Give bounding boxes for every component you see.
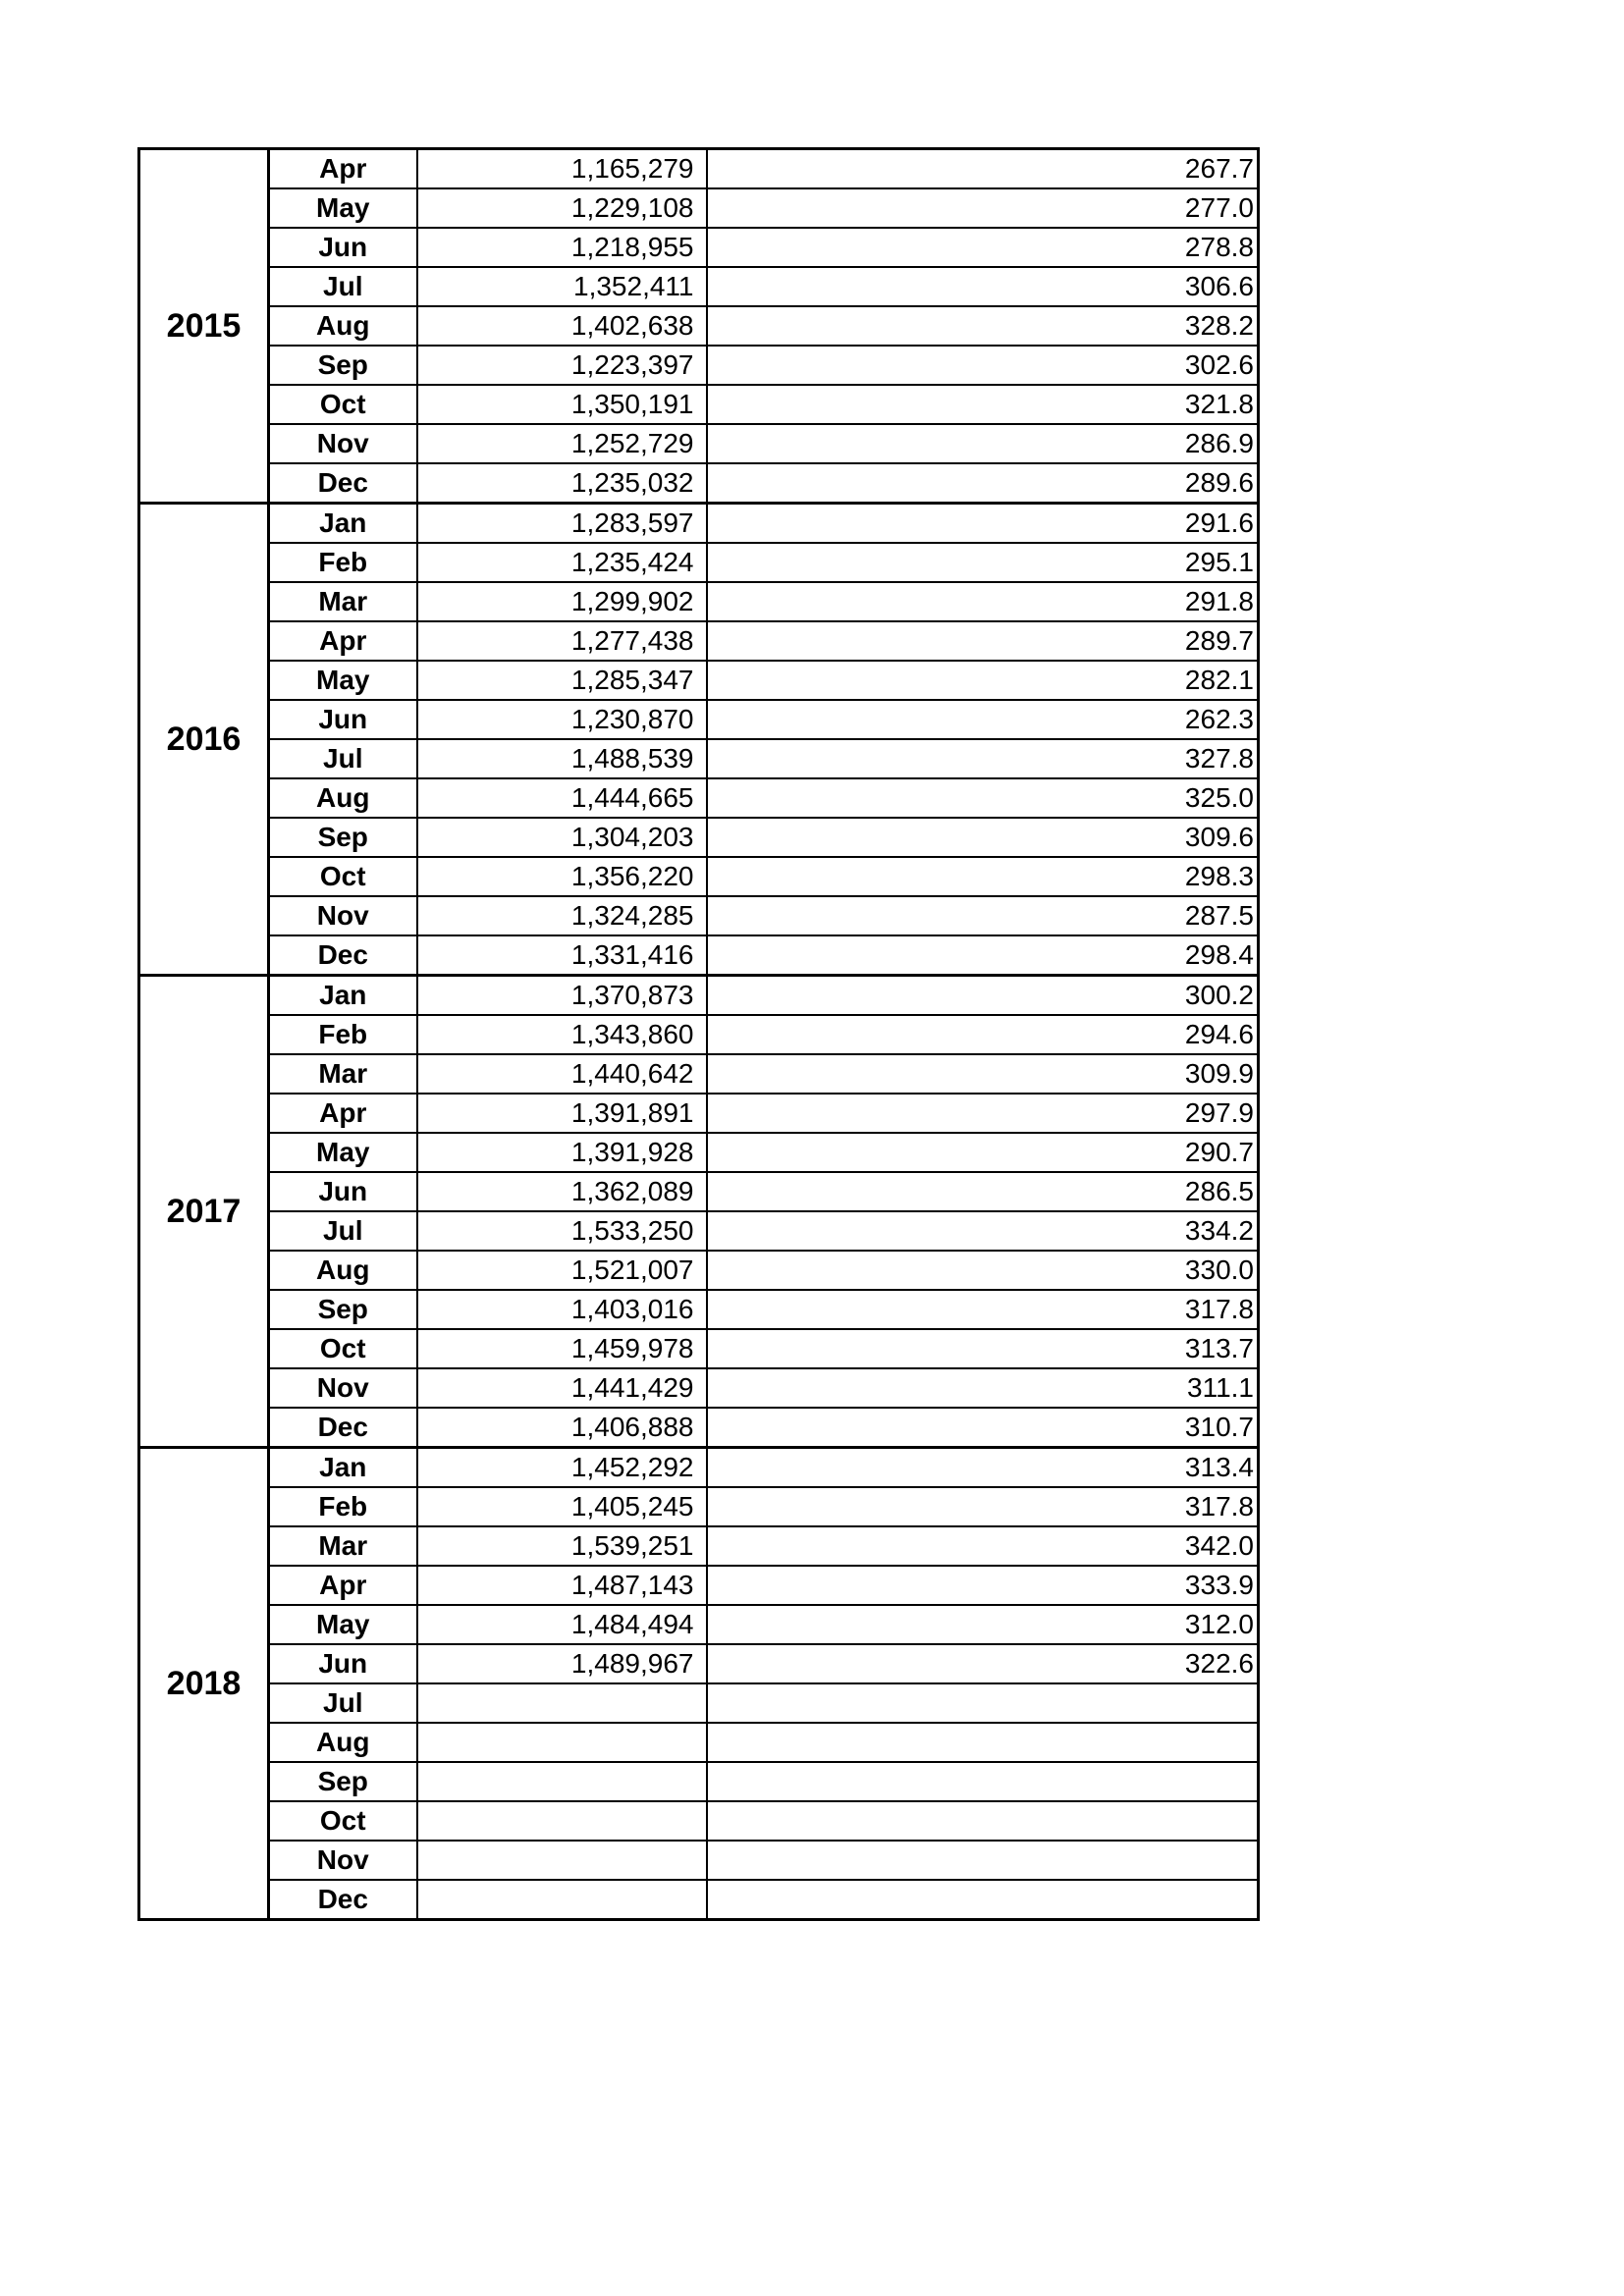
table-row xyxy=(139,1723,1259,1762)
rate-cell xyxy=(707,1762,1259,1801)
rate-cell: 306.6 xyxy=(707,267,1259,306)
count-cell: 1,223,397 xyxy=(417,346,707,385)
table-row xyxy=(139,1329,1259,1368)
month-cell: Jun xyxy=(269,1172,417,1211)
count-cell: 1,352,411 xyxy=(417,267,707,306)
rate-cell: 289.6 xyxy=(707,463,1259,504)
table-row xyxy=(139,621,1259,661)
month-cell: Jan xyxy=(269,1448,417,1488)
count-cell: 1,391,891 xyxy=(417,1094,707,1133)
month-cell: Nov xyxy=(269,896,417,935)
month-cell: Mar xyxy=(269,582,417,621)
month-cell: Sep xyxy=(269,1762,417,1801)
count-cell: 1,440,642 xyxy=(417,1054,707,1094)
month-cell: Feb xyxy=(269,1015,417,1054)
rate-cell: 330.0 xyxy=(707,1251,1259,1290)
count-cell: 1,488,539 xyxy=(417,739,707,778)
rate-cell: 278.8 xyxy=(707,228,1259,267)
table-row xyxy=(139,346,1259,385)
rate-cell: 282.1 xyxy=(707,661,1259,700)
rate-cell: 298.4 xyxy=(707,935,1259,976)
table-row xyxy=(139,1841,1259,1880)
rate-cell xyxy=(707,1841,1259,1880)
table-row xyxy=(139,1172,1259,1211)
rate-cell xyxy=(707,1880,1259,1920)
rate-cell xyxy=(707,1801,1259,1841)
table-row xyxy=(139,935,1259,976)
count-cell: 1,406,888 xyxy=(417,1408,707,1448)
count-cell: 1,403,016 xyxy=(417,1290,707,1329)
count-cell: 1,405,245 xyxy=(417,1487,707,1526)
month-cell: Jul xyxy=(269,1683,417,1723)
month-cell: Mar xyxy=(269,1526,417,1566)
rate-cell: 328.2 xyxy=(707,306,1259,346)
table-row xyxy=(139,1880,1259,1920)
table-row xyxy=(139,778,1259,818)
rate-cell: 333.9 xyxy=(707,1566,1259,1605)
month-cell: Apr xyxy=(269,149,417,189)
table-row xyxy=(139,976,1259,1016)
count-cell xyxy=(417,1762,707,1801)
month-cell: Jul xyxy=(269,739,417,778)
month-cell: May xyxy=(269,188,417,228)
month-cell: Oct xyxy=(269,385,417,424)
month-cell: Aug xyxy=(269,1723,417,1762)
month-cell: Apr xyxy=(269,1094,417,1133)
month-cell: May xyxy=(269,661,417,700)
month-cell: Mar xyxy=(269,1054,417,1094)
table-row xyxy=(139,1251,1259,1290)
month-cell: Feb xyxy=(269,543,417,582)
month-cell: Oct xyxy=(269,1801,417,1841)
rate-cell: 277.0 xyxy=(707,188,1259,228)
monthly-data-table xyxy=(137,147,1260,1921)
month-cell: Apr xyxy=(269,1566,417,1605)
month-cell: Oct xyxy=(269,1329,417,1368)
month-cell: Aug xyxy=(269,778,417,818)
count-cell: 1,521,007 xyxy=(417,1251,707,1290)
count-cell: 1,487,143 xyxy=(417,1566,707,1605)
rate-cell: 321.8 xyxy=(707,385,1259,424)
count-cell: 1,539,251 xyxy=(417,1526,707,1566)
rate-cell xyxy=(707,1723,1259,1762)
count-cell: 1,235,032 xyxy=(417,463,707,504)
rate-cell: 267.7 xyxy=(707,149,1259,189)
month-cell: Nov xyxy=(269,1841,417,1880)
month-cell: Jan xyxy=(269,976,417,1016)
month-cell: Jul xyxy=(269,1211,417,1251)
rate-cell: 325.0 xyxy=(707,778,1259,818)
table-row xyxy=(139,1054,1259,1094)
table-row xyxy=(139,1801,1259,1841)
rate-cell: 302.6 xyxy=(707,346,1259,385)
table-row xyxy=(139,1566,1259,1605)
table-row xyxy=(139,1094,1259,1133)
rate-cell: 287.5 xyxy=(707,896,1259,935)
month-cell: Jun xyxy=(269,700,417,739)
table-row xyxy=(139,1644,1259,1683)
rate-cell: 298.3 xyxy=(707,857,1259,896)
table-row xyxy=(139,1762,1259,1801)
count-cell: 1,283,597 xyxy=(417,504,707,544)
count-cell: 1,459,978 xyxy=(417,1329,707,1368)
count-cell xyxy=(417,1801,707,1841)
table-row xyxy=(139,149,1259,189)
table-row xyxy=(139,739,1259,778)
count-cell: 1,350,191 xyxy=(417,385,707,424)
rate-cell: 313.4 xyxy=(707,1448,1259,1488)
count-cell xyxy=(417,1841,707,1880)
year-cell: 2018 xyxy=(139,1448,269,1920)
rate-cell: 312.0 xyxy=(707,1605,1259,1644)
month-cell: May xyxy=(269,1133,417,1172)
month-cell: Aug xyxy=(269,306,417,346)
count-cell: 1,444,665 xyxy=(417,778,707,818)
count-cell: 1,441,429 xyxy=(417,1368,707,1408)
table-row xyxy=(139,700,1259,739)
table-row xyxy=(139,504,1259,544)
rate-cell: 322.6 xyxy=(707,1644,1259,1683)
month-cell: Jan xyxy=(269,504,417,544)
month-cell: Sep xyxy=(269,818,417,857)
count-cell: 1,277,438 xyxy=(417,621,707,661)
table-row xyxy=(139,424,1259,463)
rate-cell: 291.6 xyxy=(707,504,1259,544)
rate-cell: 291.8 xyxy=(707,582,1259,621)
rate-cell: 289.7 xyxy=(707,621,1259,661)
count-cell: 1,218,955 xyxy=(417,228,707,267)
table-row xyxy=(139,1368,1259,1408)
count-cell: 1,229,108 xyxy=(417,188,707,228)
rate-cell: 311.1 xyxy=(707,1368,1259,1408)
count-cell: 1,252,729 xyxy=(417,424,707,463)
rate-cell: 342.0 xyxy=(707,1526,1259,1566)
count-cell xyxy=(417,1723,707,1762)
rate-cell: 262.3 xyxy=(707,700,1259,739)
month-cell: Dec xyxy=(269,1408,417,1448)
count-cell: 1,362,089 xyxy=(417,1172,707,1211)
month-cell: May xyxy=(269,1605,417,1644)
table-row xyxy=(139,1211,1259,1251)
table-row xyxy=(139,1683,1259,1723)
table-row xyxy=(139,818,1259,857)
rate-cell: 327.8 xyxy=(707,739,1259,778)
table-row xyxy=(139,385,1259,424)
table-row xyxy=(139,463,1259,504)
month-cell: Apr xyxy=(269,621,417,661)
rate-cell: 294.6 xyxy=(707,1015,1259,1054)
count-cell xyxy=(417,1880,707,1920)
year-cell: 2017 xyxy=(139,976,269,1448)
month-cell: Oct xyxy=(269,857,417,896)
count-cell: 1,391,928 xyxy=(417,1133,707,1172)
table-body xyxy=(139,149,1259,1920)
count-cell: 1,489,967 xyxy=(417,1644,707,1683)
table-row xyxy=(139,1526,1259,1566)
table-row xyxy=(139,267,1259,306)
rate-cell: 300.2 xyxy=(707,976,1259,1016)
table-row xyxy=(139,543,1259,582)
table-row xyxy=(139,1408,1259,1448)
month-cell: Sep xyxy=(269,1290,417,1329)
count-cell: 1,402,638 xyxy=(417,306,707,346)
table-row xyxy=(139,1605,1259,1644)
count-cell: 1,370,873 xyxy=(417,976,707,1016)
count-cell xyxy=(417,1683,707,1723)
count-cell: 1,533,250 xyxy=(417,1211,707,1251)
count-cell: 1,235,424 xyxy=(417,543,707,582)
month-cell: Aug xyxy=(269,1251,417,1290)
month-cell: Dec xyxy=(269,1880,417,1920)
rate-cell: 290.7 xyxy=(707,1133,1259,1172)
rate-cell: 313.7 xyxy=(707,1329,1259,1368)
count-cell: 1,484,494 xyxy=(417,1605,707,1644)
table-row xyxy=(139,857,1259,896)
table-row xyxy=(139,306,1259,346)
year-cell: 2015 xyxy=(139,149,269,504)
count-cell: 1,165,279 xyxy=(417,149,707,189)
count-cell: 1,356,220 xyxy=(417,857,707,896)
year-cell: 2016 xyxy=(139,504,269,976)
rate-cell: 286.9 xyxy=(707,424,1259,463)
rate-cell: 310.7 xyxy=(707,1408,1259,1448)
month-cell: Nov xyxy=(269,424,417,463)
month-cell: Sep xyxy=(269,346,417,385)
rate-cell: 286.5 xyxy=(707,1172,1259,1211)
count-cell: 1,230,870 xyxy=(417,700,707,739)
count-cell: 1,452,292 xyxy=(417,1448,707,1488)
count-cell: 1,343,860 xyxy=(417,1015,707,1054)
table-row xyxy=(139,1487,1259,1526)
table-row xyxy=(139,661,1259,700)
rate-cell: 309.6 xyxy=(707,818,1259,857)
rate-cell: 317.8 xyxy=(707,1487,1259,1526)
table-row xyxy=(139,896,1259,935)
count-cell: 1,331,416 xyxy=(417,935,707,976)
table-row xyxy=(139,228,1259,267)
month-cell: Nov xyxy=(269,1368,417,1408)
rate-cell: 309.9 xyxy=(707,1054,1259,1094)
rate-cell: 297.9 xyxy=(707,1094,1259,1133)
month-cell: Jun xyxy=(269,228,417,267)
rate-cell: 295.1 xyxy=(707,543,1259,582)
count-cell: 1,299,902 xyxy=(417,582,707,621)
month-cell: Dec xyxy=(269,935,417,976)
table-row xyxy=(139,1290,1259,1329)
table-row xyxy=(139,1448,1259,1488)
month-cell: Feb xyxy=(269,1487,417,1526)
rate-cell xyxy=(707,1683,1259,1723)
count-cell: 1,324,285 xyxy=(417,896,707,935)
count-cell: 1,304,203 xyxy=(417,818,707,857)
rate-cell: 317.8 xyxy=(707,1290,1259,1329)
table-row xyxy=(139,1015,1259,1054)
month-cell: Jul xyxy=(269,267,417,306)
table-row xyxy=(139,1133,1259,1172)
month-cell: Dec xyxy=(269,463,417,504)
rate-cell: 334.2 xyxy=(707,1211,1259,1251)
table-row xyxy=(139,582,1259,621)
table-row xyxy=(139,188,1259,228)
month-cell: Jun xyxy=(269,1644,417,1683)
count-cell: 1,285,347 xyxy=(417,661,707,700)
